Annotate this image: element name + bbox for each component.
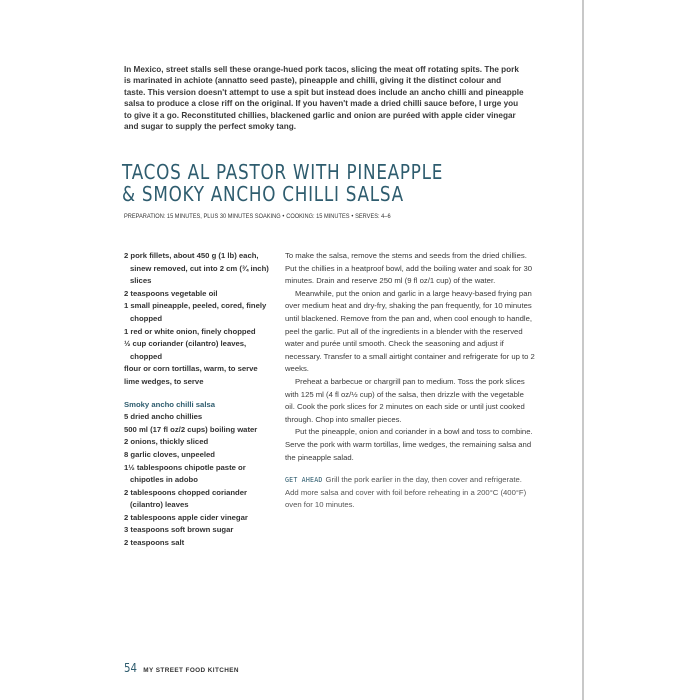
recipe-title-line-2: & SMOKY ANCHO CHILLI SALSA xyxy=(122,182,404,206)
ingredient-item: 2 pork fillets, about 450 g (1 lb) each, sinew removed, cut into 2 cm (¾ inch) slices xyxy=(124,251,269,286)
page-footer xyxy=(124,661,239,675)
running-book-title: MY STREET FOOD KITCHEN xyxy=(143,667,239,674)
salsa-ingredient-item: 2 onions, thickly sliced xyxy=(124,437,209,447)
cooking-time: COOKING: 15 MINUTES xyxy=(286,213,350,220)
recipe-title-line-1: TACOS AL PASTOR WITH PINEAPPLE xyxy=(122,160,444,184)
ingredient-item: 2 teaspoons vegetable oil xyxy=(124,288,218,298)
salsa-ingredient-item: 1½ tablespoons chipotle paste or chipotles in adobo xyxy=(124,462,246,485)
tip-text: Grill the pork earlier in the day, then cover and refrigerate. Add more salsa and cover with foil before reheating in a 200°C (400°F) oven for 10 minutes. xyxy=(285,475,527,510)
tip-label: GET AHEAD xyxy=(285,476,323,485)
recipe-meta xyxy=(124,213,391,221)
method-step: Put the pineapple, onion and coriander in a bowl and toss to combine. Serve the pork with warm tortillas, lime wedges, the remaining salsa and the pineapple salad. xyxy=(285,427,533,462)
salsa-ingredient-item: 5 dried ancho chillies xyxy=(124,412,203,422)
ingredient-item: lime wedges, to serve xyxy=(124,376,204,386)
salsa-ingredient-item: 3 teaspoons soft brown sugar xyxy=(124,525,234,535)
get-ahead-tip xyxy=(285,474,535,512)
salsa-ingredient-item: 2 tablespoons apple cider vinegar xyxy=(124,512,248,522)
ingredient-item: 1 red or white onion, finely chopped xyxy=(124,326,256,336)
page-number: 54 xyxy=(124,661,137,675)
salsa-ingredient-item: 8 garlic cloves, unpeeled xyxy=(124,449,216,459)
meta-separator: • xyxy=(351,213,354,220)
method-step: Preheat a barbecue or chargrill pan to medium. Toss the pork slices with 125 ml (4 fl oz/½ cup) of the salsa, then drizzle with the vegetable oil. Cook the pork slices for 2 minutes on each side or until just cooked through. Chop into smaller pieces. xyxy=(285,376,525,424)
page-edge-divider xyxy=(582,0,584,700)
ingredient-item: 1 small pineapple, peeled, cored, finely chopped xyxy=(124,301,267,323)
ingredient-item: ½ cup coriander (cilantro) leaves, chopped xyxy=(124,339,247,361)
recipe-title xyxy=(122,160,444,206)
salsa-subheading: Smoky ancho chilli salsa xyxy=(124,399,216,409)
meta-separator: • xyxy=(282,213,285,220)
method-step: To make the salsa, remove the stems and seeds from the dried chillies. Put the chillies in a heatproof bowl, add the boiling water and soak for 30 minutes. Drain and reserve 250 ml (9 fl oz/1 cup) of the water. xyxy=(285,251,533,286)
preparation-time: PREPARATION: 15 MINUTES, PLUS 30 MINUTES SOAKING xyxy=(124,213,281,220)
ingredients-list xyxy=(124,250,274,550)
salsa-ingredient-item: 2 teaspoons salt xyxy=(124,538,185,548)
intro-paragraph: In Mexico, street stalls sell these orange-hued pork tacos, slicing the meat off rotating spits. The pork is marinated in achiote (annatto seed paste), pineapple and chilli, giving it the distinct colour and taste. This version doesn't attempt to use a spit but instead does include an ancho chilli and pineapple salsa to produce a close riff on the original. If you haven't made a dried chilli sauce before, I urge you to give it a go. Reconstituted chillies, blackened garlic and onion are puréed with apple cider vinegar and sugar to supply the perfect smoky tang. xyxy=(124,65,524,132)
servings: SERVES: 4–6 xyxy=(355,213,391,220)
ingredient-item: flour or corn tortillas, warm, to serve xyxy=(124,364,258,374)
method-step: Meanwhile, put the onion and garlic in a large heavy-based frying pan over medium heat and dry-fry, shaking the pan frequently, for 10 minutes until blackened. Remove from the pan and, when cool enough to handle, peel the garlic. Put all of the ingredients in a blender with the reserved water and purée until smooth. Check the seasoning and adjust if necessary. Transfer to a small airtight container and refrigerate for up to 2 weeks. xyxy=(285,288,535,374)
method-column xyxy=(285,250,535,512)
salsa-ingredient-item: 2 tablespoons chopped coriander (cilantro) leaves xyxy=(124,487,248,510)
salsa-ingredient-item: 500 ml (17 fl oz/2 cups) boiling water xyxy=(124,424,258,434)
